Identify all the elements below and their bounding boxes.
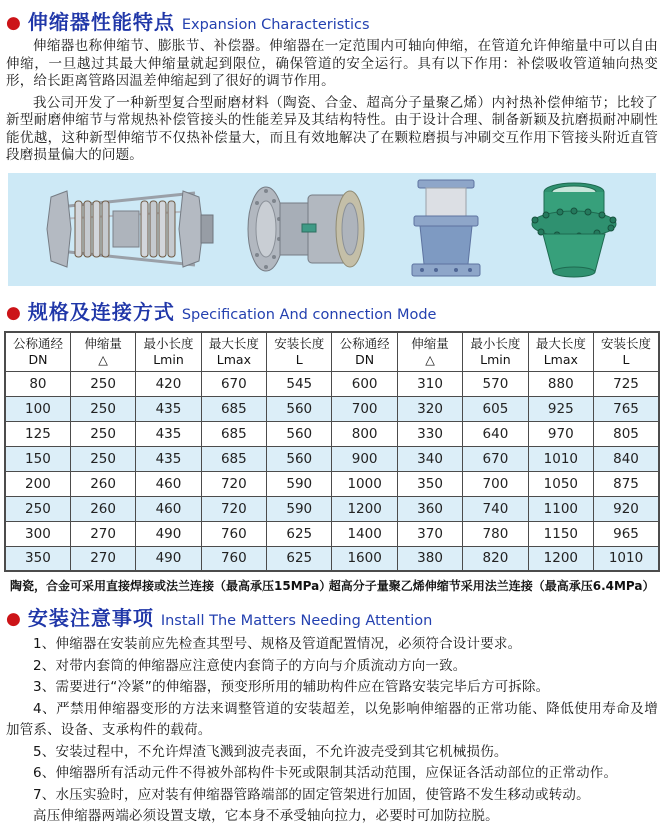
table-cell: 435	[136, 446, 201, 471]
table-cell: 250	[70, 396, 135, 421]
table-cell: 125	[5, 421, 70, 446]
product-photo-strip	[8, 173, 656, 286]
table-cell: 250	[70, 446, 135, 471]
table-cell: 970	[528, 421, 593, 446]
table-cell: 880	[528, 371, 593, 396]
table-cell: 760	[201, 521, 266, 546]
list-item: 6、伸缩器所有活动元件不得被外部构件卡死或限制其活动范围，应保证各活动部位的正常动作。	[33, 765, 618, 781]
section-title-zh: 安装注意事项	[27, 606, 154, 630]
table-row	[5, 471, 659, 496]
table-cell: 700	[463, 471, 528, 496]
table-cell: 570	[463, 371, 528, 396]
table-cell: 800	[332, 421, 397, 446]
table-cell: 250	[70, 371, 135, 396]
table-row	[5, 546, 659, 571]
section-header-specification	[6, 296, 660, 325]
spec-table	[4, 331, 660, 573]
green-gland-expansion-joint-photo	[521, 176, 627, 282]
table-cell: 320	[397, 396, 462, 421]
table-cell: 820	[463, 546, 528, 571]
column-header: 最小长度 Lmin	[136, 332, 201, 372]
table-cell: 720	[201, 471, 266, 496]
table-cell: 200	[5, 471, 70, 496]
table-footnotes	[10, 577, 655, 594]
table-cell: 640	[463, 421, 528, 446]
table-row	[5, 371, 659, 396]
table-cell: 250	[5, 496, 70, 521]
table-cell: 270	[70, 521, 135, 546]
list-item: 2、对带内套筒的伸缩器应注意使内套筒子的方向与介质流动方向一致。	[33, 657, 467, 674]
footnote-right: 超高分子量聚乙烯伸缩节采用法兰连接（最高承压6.4MPa）	[328, 579, 655, 593]
table-cell: 590	[267, 496, 332, 521]
column-header: 伸缩量 △	[397, 332, 462, 372]
table-cell: 700	[332, 396, 397, 421]
table-cell: 250	[70, 421, 135, 446]
table-cell: 310	[397, 371, 462, 396]
table-cell: 270	[70, 546, 135, 571]
table-cell: 460	[136, 471, 201, 496]
table-cell: 670	[463, 446, 528, 471]
table-row	[5, 521, 659, 546]
red-bullet-icon: ●	[6, 302, 21, 323]
list-item: 4、严禁用伸缩器变形的方法来调整管道的安装超差，以免影响伸缩器的正常功能、降低使用寿命及增加管系、设备、支承构件的载荷。	[6, 700, 658, 738]
install-notes-list	[6, 634, 658, 828]
column-header: 安装长度 L	[267, 332, 332, 372]
section-title-zh: 伸缩器性能特点	[27, 10, 175, 34]
red-bullet-icon: ●	[6, 13, 21, 33]
table-cell: 360	[397, 496, 462, 521]
spec-table-body	[5, 371, 659, 571]
table-cell: 350	[5, 546, 70, 571]
table-cell: 560	[267, 446, 332, 471]
table-cell: 460	[136, 496, 201, 521]
table-cell: 720	[201, 496, 266, 521]
column-header: 安装长度 L	[594, 332, 659, 372]
column-header: 公称通经 DN	[5, 332, 70, 372]
table-cell: 260	[70, 496, 135, 521]
table-cell: 840	[594, 446, 659, 471]
table-cell: 600	[332, 371, 397, 396]
section-header-installation	[6, 602, 660, 631]
table-cell: 740	[463, 496, 528, 521]
section-title-en: Specification And connection Mode	[181, 306, 437, 323]
column-header: 最小长度 Lmin	[463, 332, 528, 372]
column-header: 最大长度 Lmax	[528, 332, 593, 372]
table-cell: 920	[594, 496, 659, 521]
table-row	[5, 421, 659, 446]
table-cell: 805	[594, 421, 659, 446]
table-cell: 80	[5, 371, 70, 396]
table-row	[5, 496, 659, 521]
table-cell: 350	[397, 471, 462, 496]
section-title-zh: 规格及连接方式	[27, 299, 175, 324]
section-header-features	[6, 6, 660, 35]
features-paragraph-2: 我公司开发了一种新型复合型耐磨材料（陶瓷、合金、超高分子量聚乙烯）内衬热补偿伸缩节；比较了新型耐磨伸缩节与常规热补偿管接头的性能差异及其结构特性。由于设计合理、制备新颖及抗磨损耐冲刷性能优越，这种新型伸缩节不仅热补偿量大，而且有效地解决了在颗粒磨损与冲刷交互作用下管接头附近直管段磨损量偏大的问题。	[6, 94, 658, 163]
table-cell: 150	[5, 446, 70, 471]
table-cell: 490	[136, 521, 201, 546]
table-cell: 340	[397, 446, 462, 471]
table-cell: 100	[5, 396, 70, 421]
table-cell: 965	[594, 521, 659, 546]
table-cell: 590	[267, 471, 332, 496]
tie-rod-bellows-expansion-joint-photo	[37, 179, 215, 279]
table-cell: 1600	[332, 546, 397, 571]
table-cell: 420	[136, 371, 201, 396]
table-cell: 435	[136, 421, 201, 446]
table-cell: 685	[201, 396, 266, 421]
table-cell: 670	[201, 371, 266, 396]
table-row	[5, 396, 659, 421]
table-cell: 925	[528, 396, 593, 421]
table-cell: 1100	[528, 496, 593, 521]
table-cell: 725	[594, 371, 659, 396]
table-cell: 435	[136, 396, 201, 421]
table-cell: 875	[594, 471, 659, 496]
table-cell: 1010	[528, 446, 593, 471]
table-cell: 1000	[332, 471, 397, 496]
table-cell: 370	[397, 521, 462, 546]
table-cell: 260	[70, 471, 135, 496]
column-header: 伸缩量 △	[70, 332, 135, 372]
table-cell: 625	[267, 521, 332, 546]
table-row	[5, 446, 659, 471]
table-cell: 780	[463, 521, 528, 546]
table-cell: 1050	[528, 471, 593, 496]
table-cell: 605	[463, 396, 528, 421]
features-paragraph-1: 伸缩器也称伸缩节、膨胀节、补偿器。伸缩器在一定范围内可轴向伸缩，在管道允许伸缩量中可以自由伸缩，一旦越过其最大伸缩量就起到限位，确保管道的安全运行。具有以下作用：补偿吸收管道轴向热变形，给长距离管路因温差伸缩起到了很好的调节作用。	[6, 38, 658, 89]
section-title-en: Expansion Characteristics	[181, 17, 370, 33]
list-item: 7、水压实验时，应对装有伸缩器管路端部的固定管架进行加固，使管路不发生移动或转动。	[33, 786, 590, 803]
vertical-blue-expansion-joint-photo	[400, 176, 492, 282]
list-item: 1、伸缩器在安装前应先检查其型号、规格及管道配置情况，必须符合设计要求。	[33, 636, 522, 652]
table-cell: 685	[201, 446, 266, 471]
list-item: 3、需要进行“冷紧”的伸缩器，预变形所用的辅助构件应在管路安装完毕后方可拆除。	[33, 679, 550, 695]
red-bullet-icon: ●	[6, 609, 21, 629]
spec-table-head-row	[5, 332, 659, 372]
table-cell: 1400	[332, 521, 397, 546]
list-item: 5、安装过程中，不允许焊渣飞溅到波壳表面，不允许波壳受到其它机械损伤。	[33, 743, 508, 760]
table-cell: 490	[136, 546, 201, 571]
table-cell: 545	[267, 371, 332, 396]
column-header: 最大长度 Lmax	[201, 332, 266, 372]
footnote-left: 陶瓷，合金可采用直接焊接或法兰连接（最高承压15MPa）	[10, 579, 332, 593]
table-cell: 685	[201, 421, 266, 446]
table-cell: 560	[267, 421, 332, 446]
table-cell: 560	[267, 396, 332, 421]
table-cell: 625	[267, 546, 332, 571]
table-cell: 760	[201, 546, 266, 571]
list-item: 高压伸缩器两端必须设置支墩，它本身不承受轴向拉力，必要时可加防拉脱。	[33, 808, 499, 824]
section-title-en: Install The Matters Needing Attention	[160, 613, 433, 629]
table-cell: 1200	[332, 496, 397, 521]
table-cell: 330	[397, 421, 462, 446]
table-cell: 1150	[528, 521, 593, 546]
column-header: 公称通经 DN	[332, 332, 397, 372]
flanged-sleeve-expansion-joint-photo	[244, 179, 370, 279]
table-cell: 1010	[594, 546, 659, 571]
table-cell: 900	[332, 446, 397, 471]
table-cell: 380	[397, 546, 462, 571]
table-cell: 300	[5, 521, 70, 546]
table-cell: 765	[594, 396, 659, 421]
table-cell: 1200	[528, 546, 593, 571]
